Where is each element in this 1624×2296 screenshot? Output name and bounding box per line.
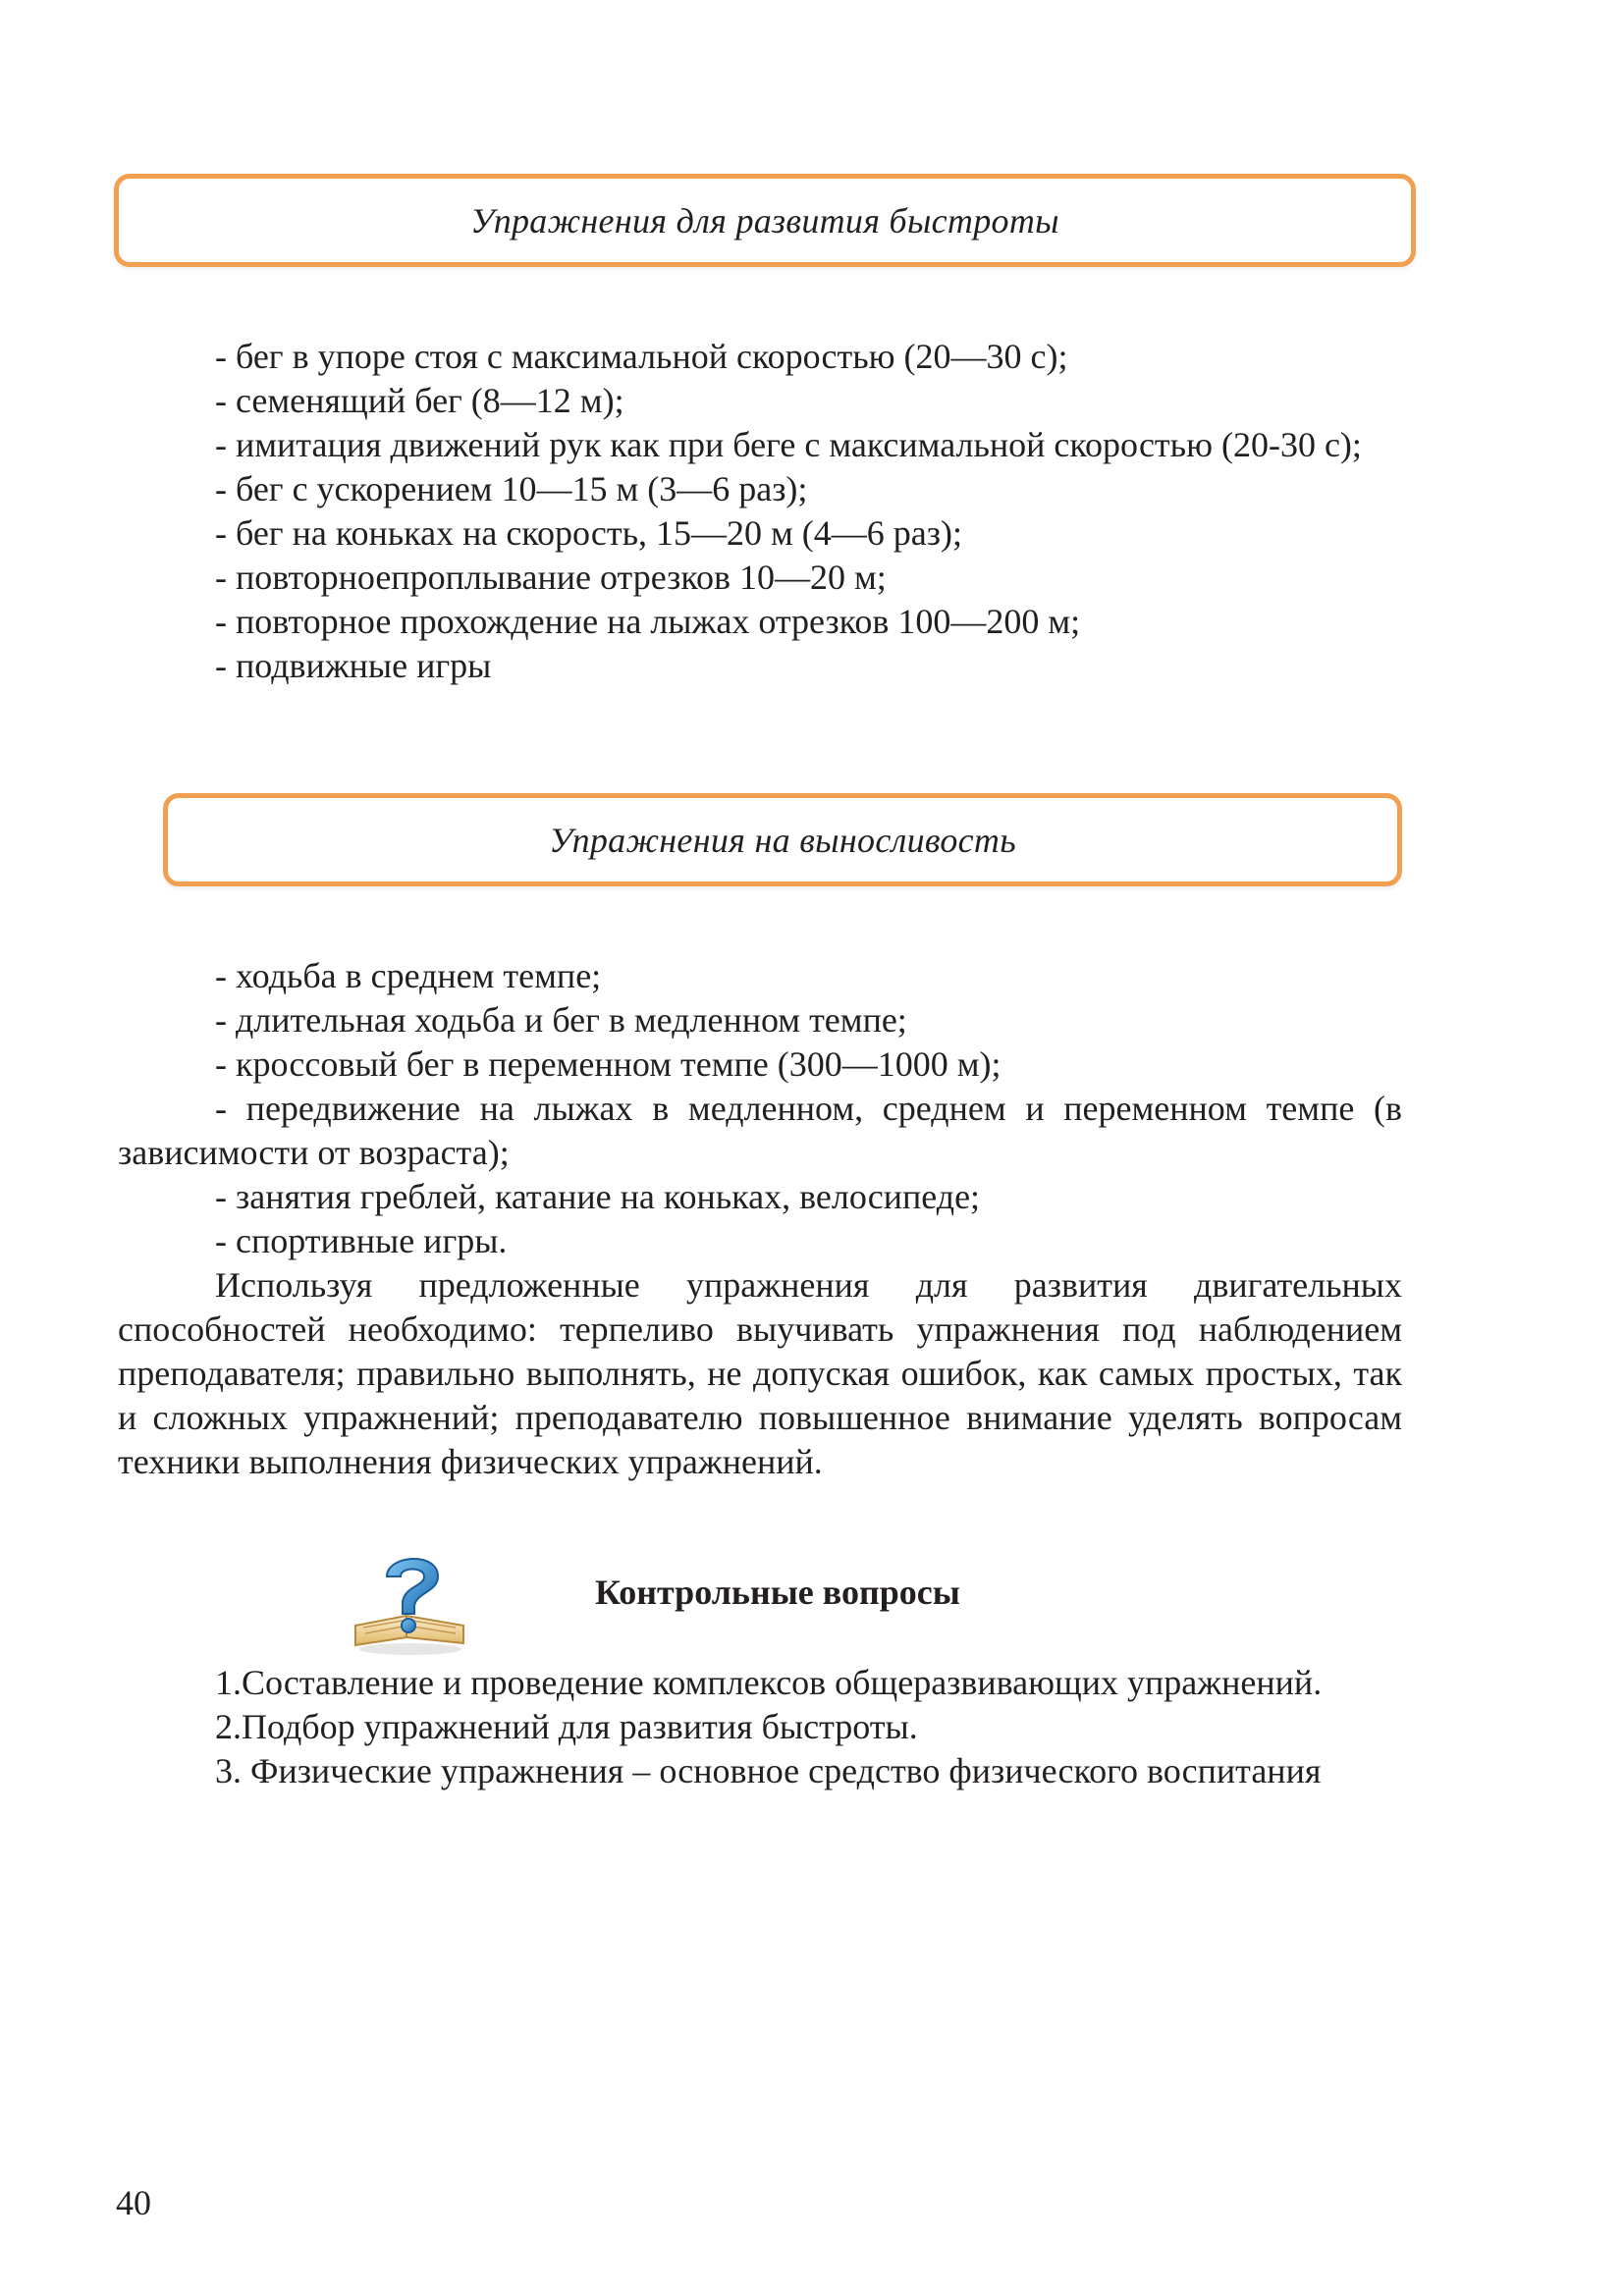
list-item: 1.Составление и проведение комплексов общеразвивающих упражнений.: [215, 1663, 1323, 1702]
list-item: - бег с ускорением 10—15 м (3—6 раз);: [215, 469, 808, 508]
list-item: - занятия греблей, катание на коньках, велосипеде;: [215, 1177, 981, 1216]
body-paragraph: Используя предложенные упражнения для развития двигательных способностей необходимо: терпеливо выучивать упражнения под наблюдением преподавателя; правильно выполнять, не допуская ошибок, как самых простых, так и сложных упражнений; преподавателю повышенное внимание уделять вопросам техники выполнения физических упражнений.: [118, 1265, 1402, 1481]
question-book-icon: [346, 1547, 473, 1657]
control-questions-list: [118, 1661, 1402, 1793]
list-item: 3. Физические упражнения – основное средство физического воспитания: [215, 1751, 1322, 1790]
list-item: - повторноепроплывание отрезков 10—20 м;: [215, 558, 887, 597]
list-item: - бег в упоре стоя с максимальной скоростью (20—30 с);: [215, 337, 1068, 376]
list-item: - длительная ходьба и бег в медленном темпе;: [215, 1000, 907, 1040]
endurance-exercise-list: [118, 954, 1402, 1484]
list-item: - бег на коньках на скорость, 15—20 м (4—6 раз);: [215, 513, 962, 553]
list-item: - подвижные игры: [215, 646, 492, 685]
page-number: 40: [116, 2183, 151, 2222]
list-item: 2.Подбор упражнений для развития быстроты.: [215, 1707, 918, 1746]
section-heading-speed: [114, 174, 1416, 267]
list-item: - ходьба в среднем темпе;: [215, 956, 602, 995]
list-item: - передвижение на лыжах в медленном, среднем и переменном темпе (в зависимости от возраста);: [118, 1089, 1402, 1172]
list-item: - имитация движений рук как при беге с максимальной скоростью (20-30 с);: [215, 425, 1362, 464]
section-heading-endurance-text: Упражнения на выносливость: [549, 820, 1016, 860]
list-item: - повторное прохождение на лыжах отрезков 100—200 м;: [215, 602, 1081, 641]
list-item: - кроссовый бег в переменном темпе (300—1000 м);: [215, 1044, 1001, 1084]
section-heading-speed-text: Упражнения для развития быстроты: [470, 200, 1059, 240]
list-item: - спортивные игры.: [215, 1221, 508, 1260]
list-item: - семенящий бег (8—12 м);: [215, 381, 624, 420]
control-questions-title: Контрольные вопросы: [595, 1573, 960, 1612]
speed-exercise-list: [118, 335, 1402, 688]
section-heading-endurance: [163, 793, 1402, 886]
